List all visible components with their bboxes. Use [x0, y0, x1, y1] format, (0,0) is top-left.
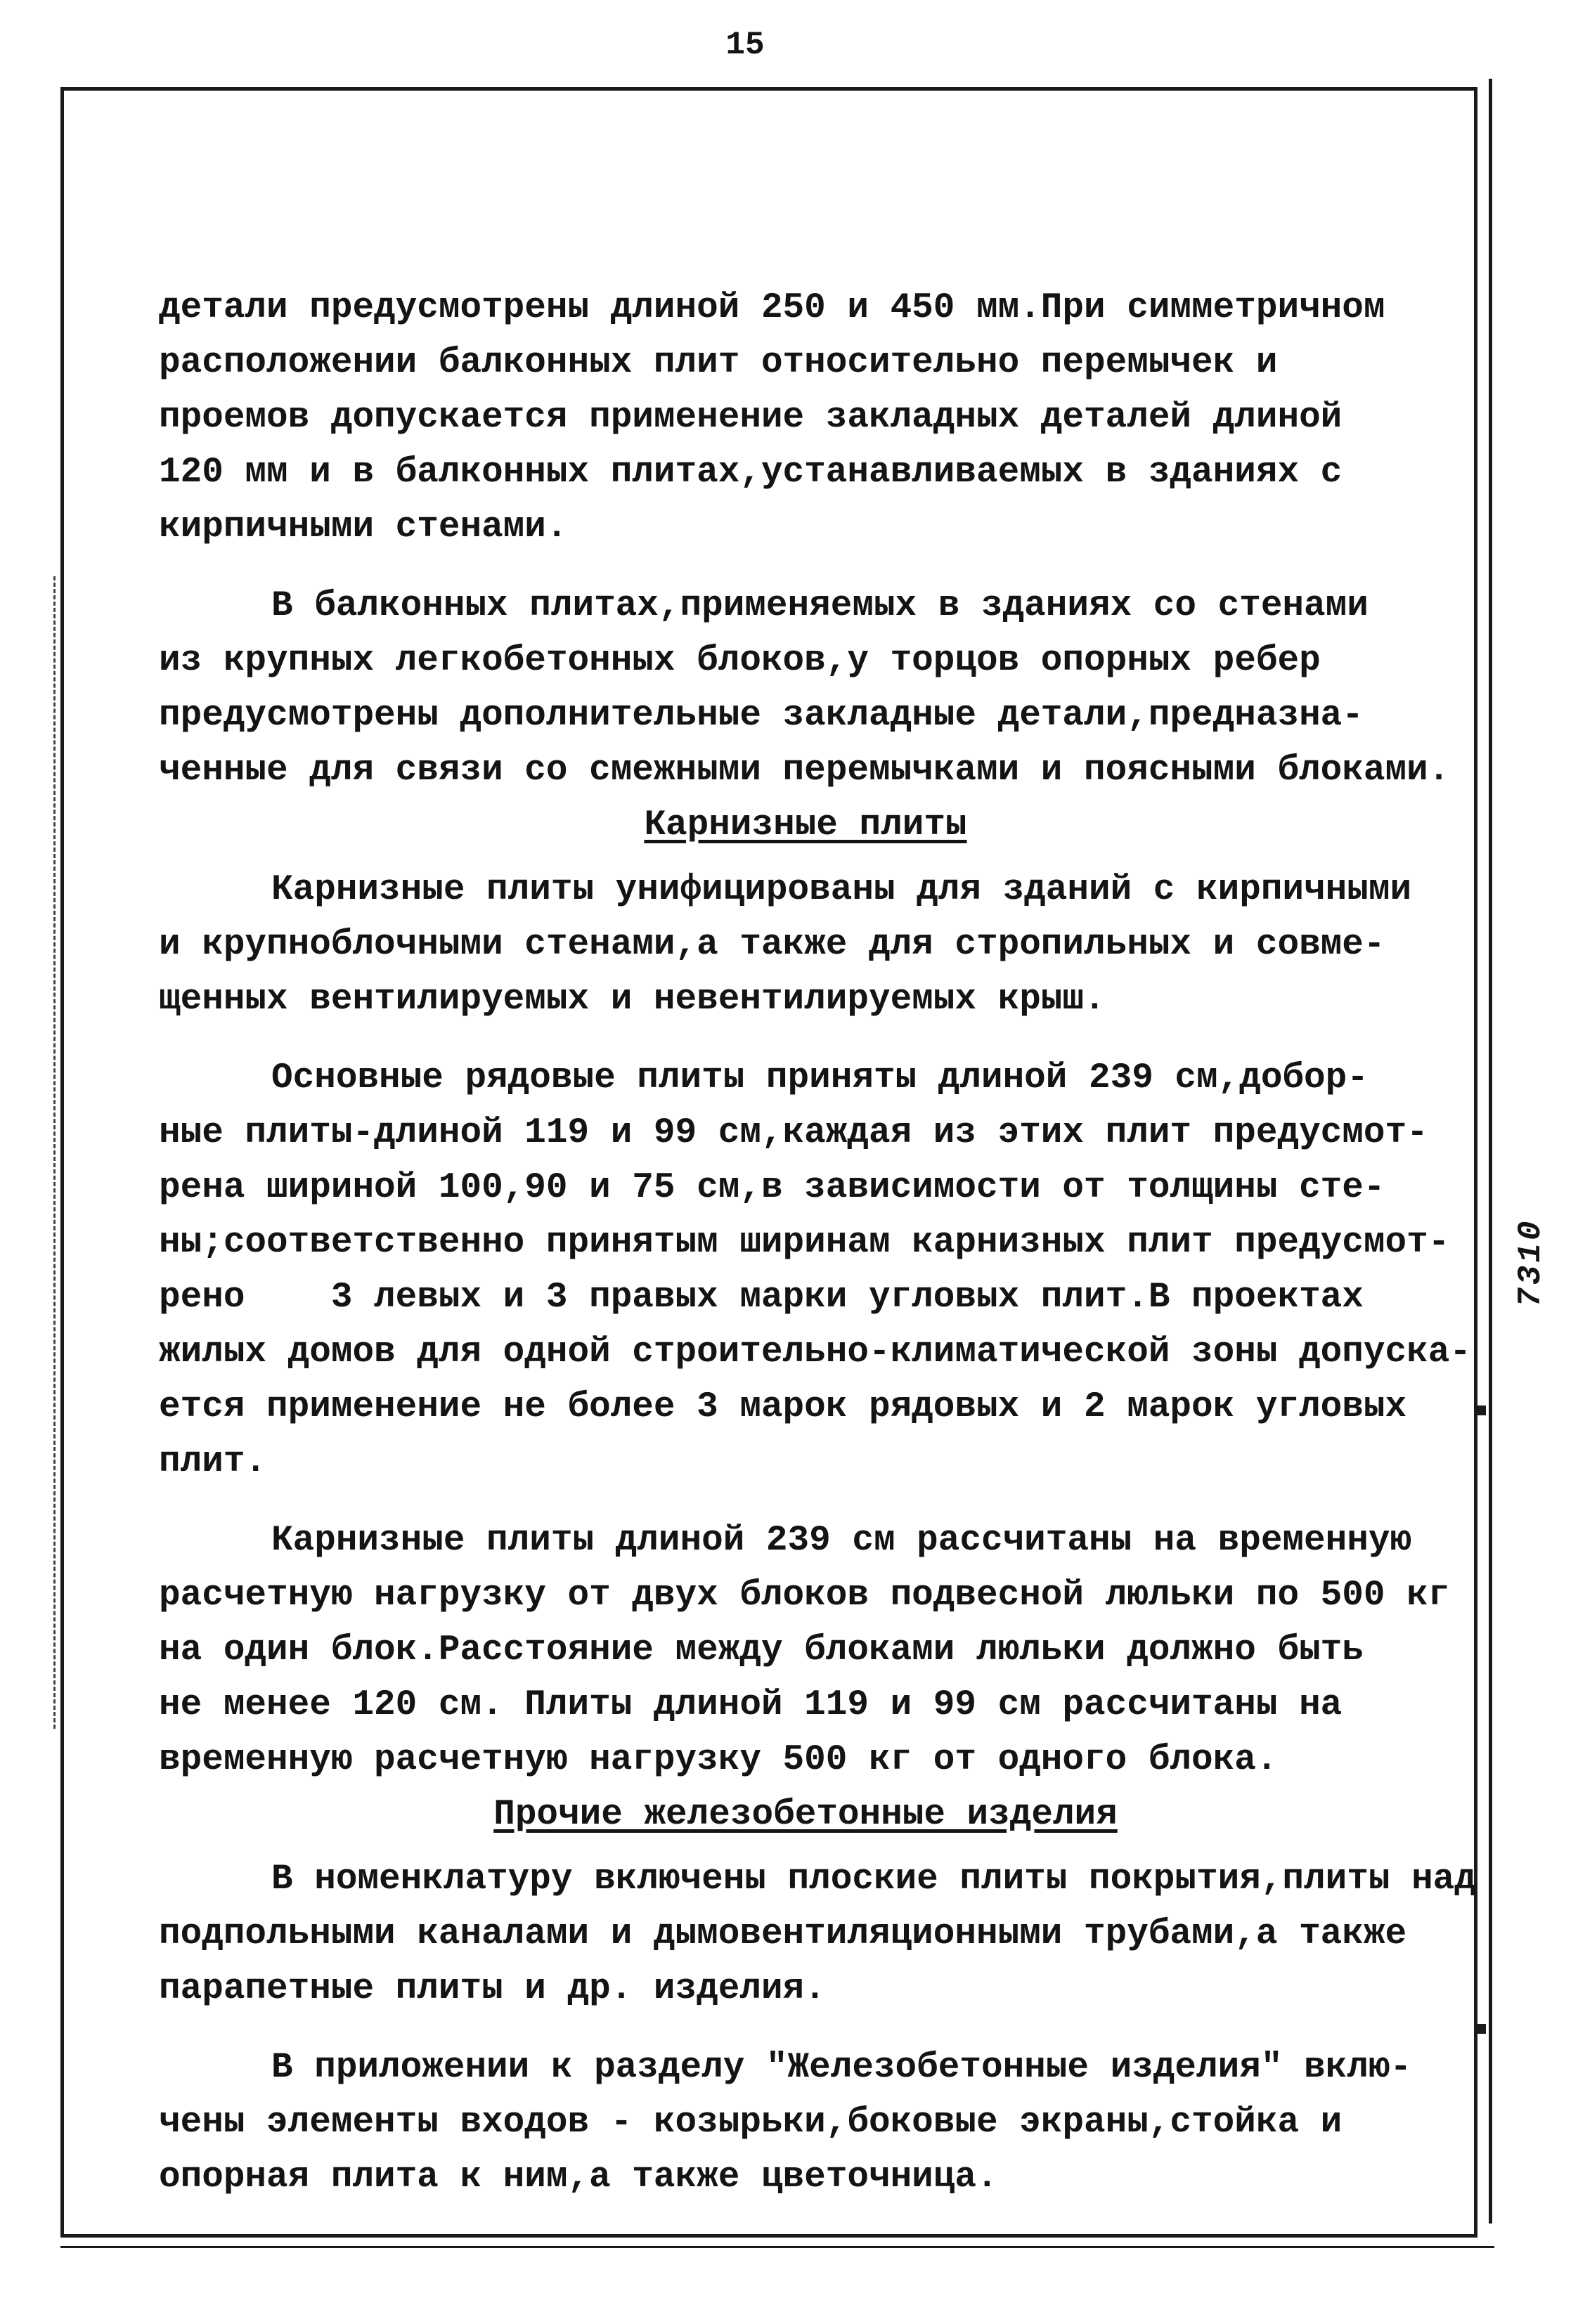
paragraph [159, 863, 1480, 1027]
section-heading [159, 798, 1452, 853]
text-line: детали предусмотрены длиной 250 и 450 мм.При симметричном [159, 288, 1385, 328]
paragraph [159, 281, 1480, 555]
text-line: жилых домов для одной строительно-климатической зоны допуска- [159, 1332, 1471, 1372]
paragraph [159, 1852, 1480, 2017]
text-line: расчетную нагрузку от двух блоков подвесной люльки по 500 кг [159, 1576, 1450, 1616]
text-line: опорная плита к ним,а также цветочница. [159, 2157, 998, 2198]
text-line: подпольными каналами и дымовентиляционными трубами,а также [159, 1914, 1407, 1954]
text-line: временную расчетную нагрузку 500 кг от одного блока. [159, 1740, 1278, 1780]
text-line: В номенклатуру включены плоские плиты покрытия,плиты над [271, 1859, 1476, 1900]
section-heading-text: Карнизные плиты [644, 805, 967, 845]
section-heading-text: Прочие железобетонные изделия [493, 1795, 1118, 1835]
text-line: В приложении к разделу "Железобетонные изделия" вклю- [271, 2048, 1412, 2088]
paragraph [159, 2041, 1480, 2205]
text-line: рена шириной 100,90 и 75 см,в зависимости от толщины сте- [159, 1168, 1385, 1208]
text-line: и крупноблочными стенами,а также для стропильных и совме- [159, 925, 1385, 965]
page-number: 15 [725, 27, 765, 63]
text-line: проемов допускается применение закладных деталей длиной [159, 398, 1343, 438]
text-line: парапетные плиты и др. изделия. [159, 1969, 826, 2009]
text-line: ны;соответственно принятым ширинам карнизных плит предусмот- [159, 1223, 1450, 1263]
document-body [159, 281, 1480, 2205]
text-line: не менее 120 см. Плиты длиной 119 и 99 см рассчитаны на [159, 1685, 1343, 1725]
paragraph [159, 1514, 1480, 1788]
section-heading [159, 1788, 1452, 1843]
paragraph [159, 1051, 1480, 1490]
binding-margin-dashes [53, 576, 56, 1729]
paragraph [159, 579, 1480, 798]
text-line: чены элементы входов - козырьки,боковые экраны,стойка и [159, 2103, 1343, 2143]
text-line: на один блок.Расстояние между блоками люльки должно быть [159, 1630, 1364, 1670]
text-line: Основные рядовые плиты приняты длиной 239 см,добор- [271, 1058, 1369, 1098]
text-line: Карнизные плиты унифицированы для зданий с кирпичными [271, 870, 1412, 910]
text-line: кирпичными стенами. [159, 507, 568, 547]
text-line: ченные для связи со смежными перемычками и поясными блоками. [159, 751, 1450, 791]
text-line: В балконных плитах,применяемых в зданиях со стенами [271, 586, 1369, 626]
text-line: расположении балконных плит относительно перемычек и [159, 343, 1278, 383]
text-line: предусмотрены дополнительные закладные детали,предназна- [159, 696, 1364, 736]
text-line: рено 3 левых и 3 правых марки угловых плит.В проектах [159, 1278, 1364, 1318]
text-line: ется применение не более 3 марок рядовых и 2 марок угловых [159, 1387, 1407, 1427]
frame-right-rule [1489, 79, 1492, 2224]
text-line: 120 мм и в балконных плитах,устанавливаемых в зданиях с [159, 453, 1343, 493]
frame-bottom-rule [60, 2246, 1494, 2248]
text-line: ные плиты-длиной 119 и 99 см,каждая из этих плит предусмот- [159, 1113, 1428, 1153]
text-line: щенных вентилируемых и невентилируемых крыш. [159, 980, 1106, 1020]
text-line: плит. [159, 1442, 267, 1482]
archive-number: 7310 [1513, 1218, 1549, 1307]
text-line: Карнизные плиты длиной 239 см рассчитаны на временную [271, 1521, 1412, 1561]
text-line: из крупных легкобетонных блоков,у торцов опорных ребер [159, 641, 1321, 681]
